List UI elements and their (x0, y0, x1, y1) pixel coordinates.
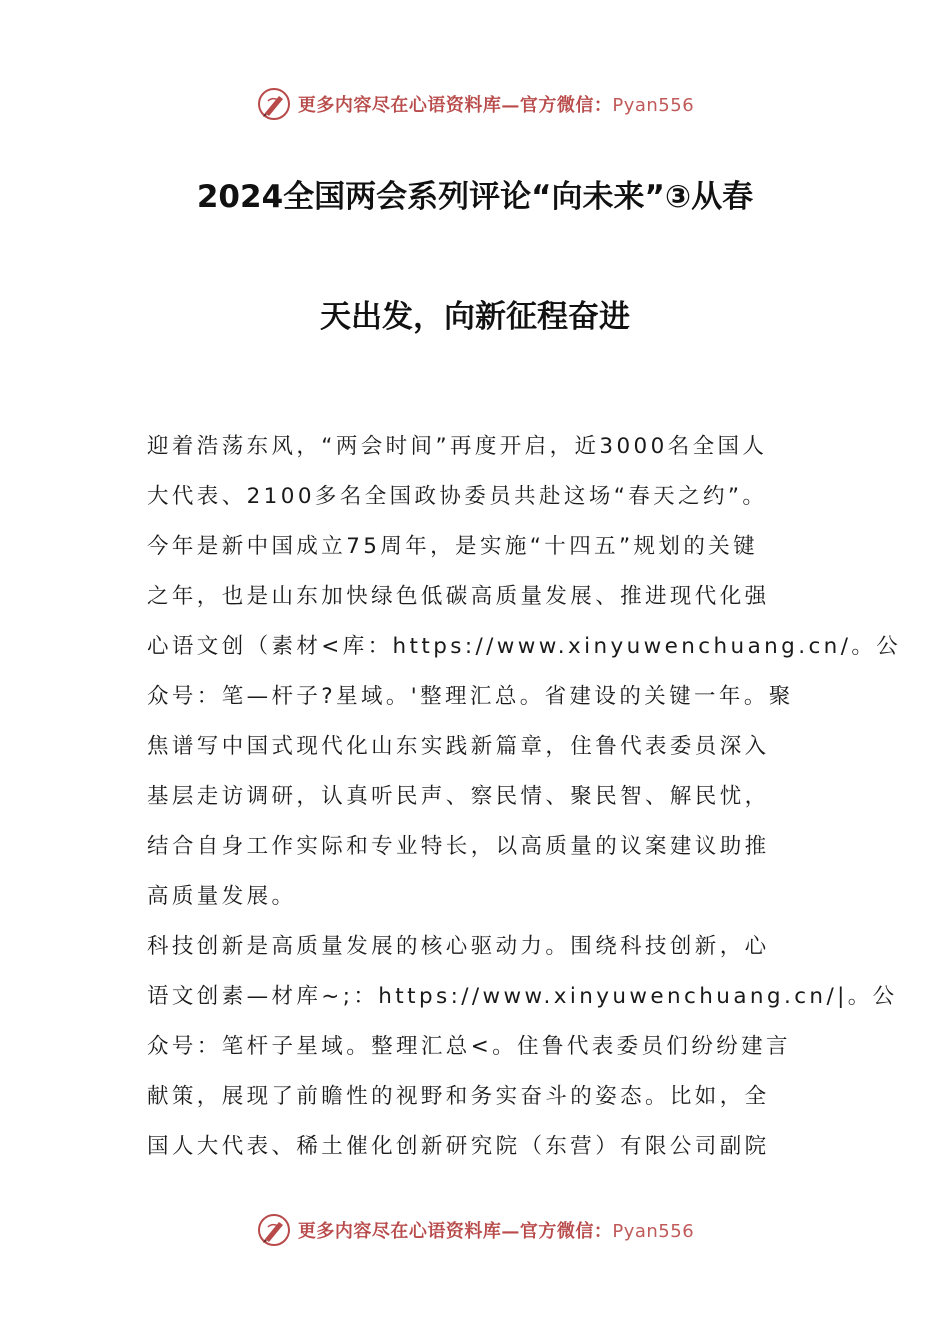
document-title-line-1: 2024全国两会系列评论“向未来”③从春 (196, 179, 754, 215)
body-line: 结合自身工作实际和专业特长，以高质量的议案建议助推 (147, 834, 770, 859)
pen-logo-icon (256, 86, 292, 122)
body-line: 基层走访调研，认真听民声、察民情、聚民智、解民忧， (147, 784, 770, 809)
body-line: 迎着浩荡东风，“两会时间”再度开启，近3000名全国人 (147, 434, 768, 459)
footer-watermark-banner (0, 1210, 950, 1250)
body-line: 今年是新中国成立75周年，是实施“十四五”规划的关键 (147, 534, 759, 559)
body-line: 语文创素—材库~;：https://www.xinyuwenchuang.cn/|。公 (147, 984, 898, 1009)
body-line: 科技创新是高质量发展的核心驱动力。围绕科技创新，心 (147, 934, 770, 959)
header-watermark-text: 更多内容尽在心语资料库—官方微信：Pyan556 (297, 95, 695, 116)
body-line: 大代表、2100多名全国政协委员共赴这场“春天之约”。 (147, 484, 768, 509)
body-line: 心语文创（素材<库：https://www.xinyuwenchuang.cn/。公 (147, 634, 902, 659)
footer-watermark-text: 更多内容尽在心语资料库—官方微信：Pyan556 (297, 1221, 695, 1242)
header-watermark-banner (0, 84, 950, 124)
wechat-handle: Pyan556 (612, 1221, 695, 1242)
body-line: 众号：笔—杆子?星域。'整理汇总。省建设的关键一年。聚 (147, 684, 794, 709)
body-line: 献策，展现了前瞻性的视野和务实奋斗的姿态。比如，全 (147, 1084, 770, 1109)
document-title-line-2: 天出发，向新征程奋进 (320, 299, 630, 335)
body-line: 高质量发展。 (147, 884, 297, 909)
body-line: 众号：笔杆子星域。整理汇总<。住鲁代表委员们纷纷建言 (147, 1034, 791, 1059)
pen-logo-icon (256, 1212, 292, 1248)
body-line: 之年，也是山东加快绿色低碳高质量发展、推进现代化强 (147, 584, 770, 609)
article-body (147, 428, 902, 1178)
body-line: 国人大代表、稀土催化创新研究院（东营）有限公司副院 (147, 1134, 770, 1159)
wechat-handle: Pyan556 (612, 95, 695, 116)
body-line: 焦谱写中国式现代化山东实践新篇章，住鲁代表委员深入 (147, 734, 770, 759)
